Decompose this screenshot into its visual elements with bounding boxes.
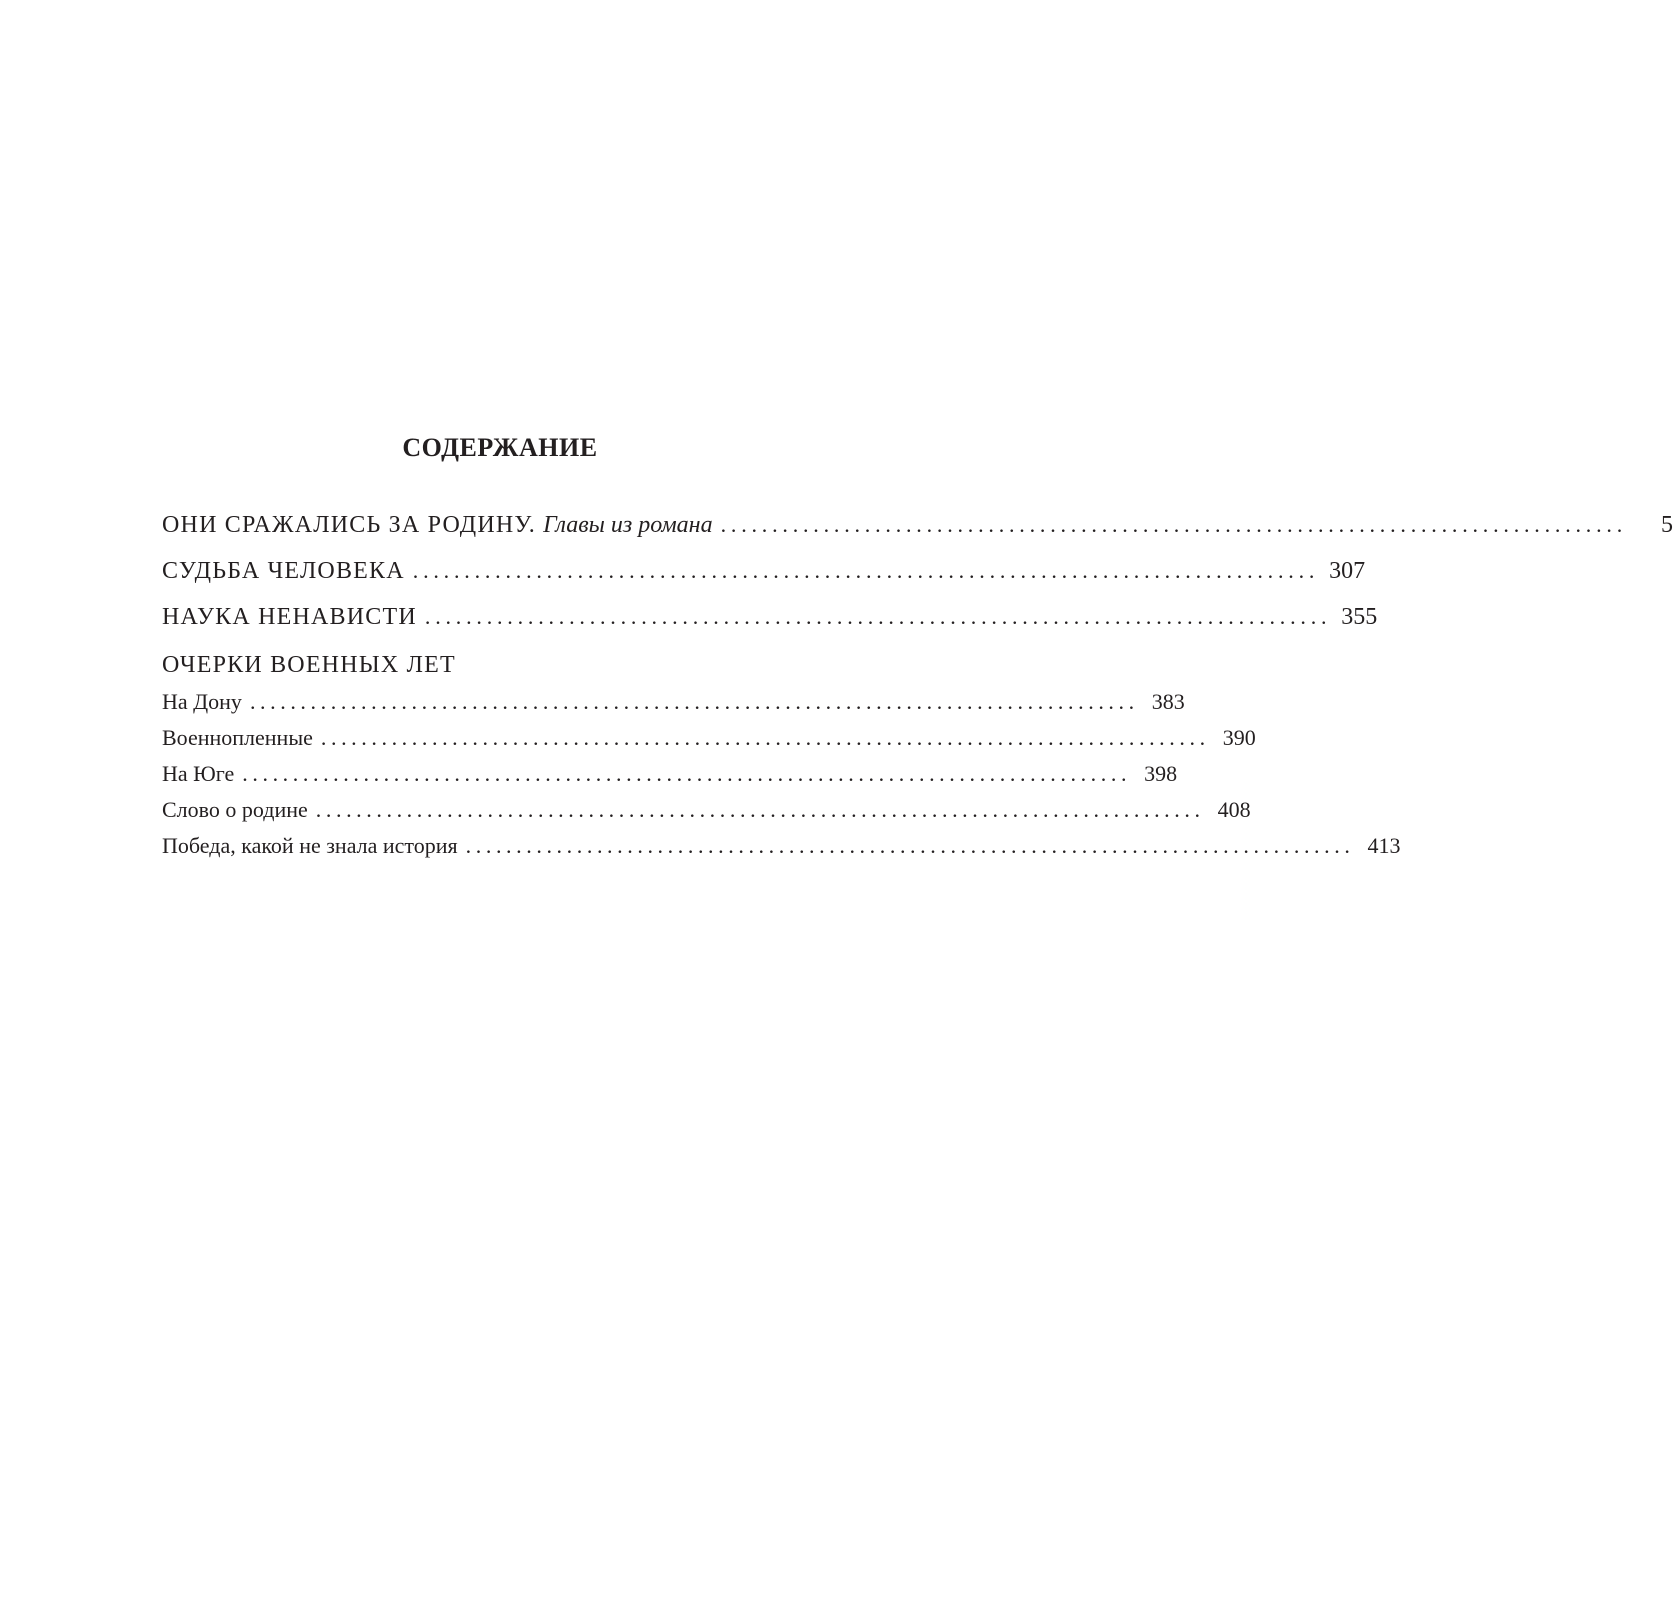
- toc-subentry-pobeda[interactable]: [162, 832, 1401, 860]
- toc-entry-page: 408: [1217, 797, 1251, 822]
- toc-entry-page: 355: [1341, 604, 1378, 630]
- toc-entry-page: 307: [1329, 558, 1366, 584]
- toc-entry-subtitle: Главы из романа: [543, 512, 713, 538]
- toc-entry-sudba-cheloveka[interactable]: [162, 556, 1366, 586]
- dot-leader: ........................................................................................: [315, 797, 1205, 822]
- toc-entry-page: 383: [1151, 689, 1185, 714]
- toc-entry-title: Победа, какой не знала история: [162, 833, 458, 858]
- dot-leader: ........................................................................................: [720, 512, 1627, 537]
- dot-leader: ........................................................................................: [242, 761, 1132, 786]
- toc-entry-page: 5: [1661, 512, 1673, 538]
- toc-entry-title: На Дону: [162, 689, 242, 714]
- toc-subentry-na-yuge[interactable]: [162, 760, 1178, 788]
- toc-entry-page: 390: [1222, 725, 1256, 750]
- toc-entry-nauka-nenavisti[interactable]: [162, 602, 1378, 632]
- toc-entry-title: На Юге: [162, 761, 235, 786]
- dot-leader: ........................................................................................: [320, 725, 1210, 750]
- toc-subentry-voennoplennye[interactable]: [162, 724, 1256, 752]
- toc-entry-title: Слово о родине: [162, 797, 308, 822]
- toc-section-title: ОЧЕРКИ ВОЕННЫХ ЛЕТ: [162, 652, 456, 678]
- toc-entry-page: 413: [1367, 833, 1401, 858]
- dot-leader: ........................................................................................: [424, 604, 1332, 629]
- toc-subentry-na-donu[interactable]: [162, 688, 1185, 716]
- toc-entry-title: НАУКА НЕНАВИСТИ: [162, 604, 417, 630]
- toc-entry-title: ОНИ СРАЖАЛИСЬ ЗА РОДИНУ. Главы из романа: [162, 512, 713, 538]
- toc-entry-oni-srazhalis[interactable]: [162, 510, 1673, 540]
- toc-entry-title: СУДЬБА ЧЕЛОВЕКА: [162, 558, 405, 584]
- dot-leader: ........................................................................................: [465, 833, 1355, 858]
- toc-entry-title: Военнопленные: [162, 725, 313, 750]
- dot-leader: ........................................................................................: [412, 558, 1320, 583]
- page-title: СОДЕРЖАНИЕ: [402, 433, 598, 462]
- toc-subentry-slovo-o-rodine[interactable]: [162, 796, 1251, 824]
- toc-entry-page: 398: [1144, 761, 1178, 786]
- dot-leader: ........................................................................................: [249, 689, 1139, 714]
